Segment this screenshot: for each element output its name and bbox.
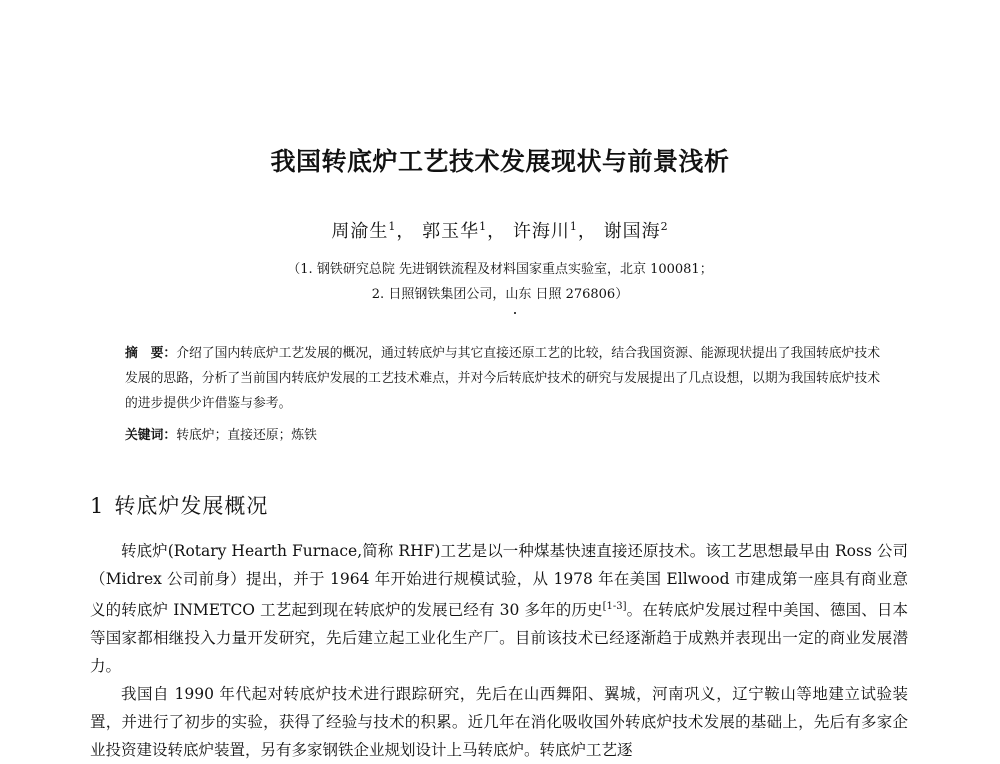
section-title: 转底炉发展概况 xyxy=(114,494,269,518)
author-name: 周渝生 xyxy=(331,221,389,242)
abstract xyxy=(125,341,880,416)
affiliation-1: （1. 钢铁研究总院 先进钢铁流程及材料国家重点实验室，北京 100081； xyxy=(287,262,713,277)
section-heading xyxy=(90,490,268,520)
author-affiliation-mark: 1 xyxy=(388,220,397,233)
section-body xyxy=(90,537,908,764)
author-affiliation-mark: 1 xyxy=(569,220,578,233)
author-name: 郭玉华 xyxy=(422,221,480,242)
paragraph xyxy=(90,537,908,680)
author-separator: ， xyxy=(577,221,597,242)
author-separator: ， xyxy=(487,221,507,242)
paper-title: 我国转底炉工艺技术发展现状与前景浅析 xyxy=(270,147,730,176)
abstract-text: 介绍了国内转底炉工艺发展的概况，通过转底炉与其它直接还原工艺的比较，结合我国资源、能源现状提出了我国转底炉技术发展的思路，分析了当前国内转底炉发展的工艺技术难点，并对今后转底炉技术的研究与发展提出了几点设想，以期为我国转底炉技术的进步提供少许借鉴与参考。 xyxy=(125,346,881,411)
abstract-label: 摘 要： xyxy=(125,346,177,361)
stray-dot xyxy=(514,312,516,314)
author-list xyxy=(0,217,1000,243)
section-number: 1 xyxy=(90,494,105,518)
keywords xyxy=(125,424,880,443)
author-affiliation-mark: 1 xyxy=(479,220,488,233)
keywords-text: 转底炉；直接还原；炼铁 xyxy=(176,428,317,443)
paragraph-text: 。在转底炉发展过程中美国、德国、日本等国家都相继投入力量开发研究，先后建立起工业化生产厂。目前该技术已经逐渐趋于成熟并表现出一定的商业发展潜力。 xyxy=(90,601,908,676)
paragraph: 我国自 1990 年代起对转底炉技术进行跟踪研究，先后在山西舞阳、翼城，河南巩义，辽宁鞍山等地建立试验装置，并进行了初步的实验，获得了经验与技术的积累。近几年在消化吸收国外转底炉技术发展的基础上，先后有多家企业投资建设转底炉装置，另有多家钢铁企业规划设计上马转底炉。转底炉工艺逐 xyxy=(90,685,908,760)
author-name: 谢国海 xyxy=(603,221,661,242)
author-separator: ， xyxy=(396,221,416,242)
author-affiliation-mark: 2 xyxy=(660,220,669,233)
affiliation-2: 2. 日照钢铁集团公司，山东 日照 276806） xyxy=(371,287,629,302)
paragraph-text: 转底炉(Rotary Hearth Furnace,简称 RHF)工艺是以一种煤基快速直接还原技术。该工艺思想最早由 Ross 公司（Midrex 公司前身）提出，并于 1964 年开始进行规模试验，从 1978 年在美国 Ellwood 市建成第一座具有商业意义的转底炉 INMETCO 工艺起到现在转底炉的发展已经有 30 多年的历史 xyxy=(90,542,908,620)
keywords-label: 关键词： xyxy=(125,428,177,443)
citation-ref: [1-3] xyxy=(602,601,627,612)
author-name: 许海川 xyxy=(512,221,570,242)
